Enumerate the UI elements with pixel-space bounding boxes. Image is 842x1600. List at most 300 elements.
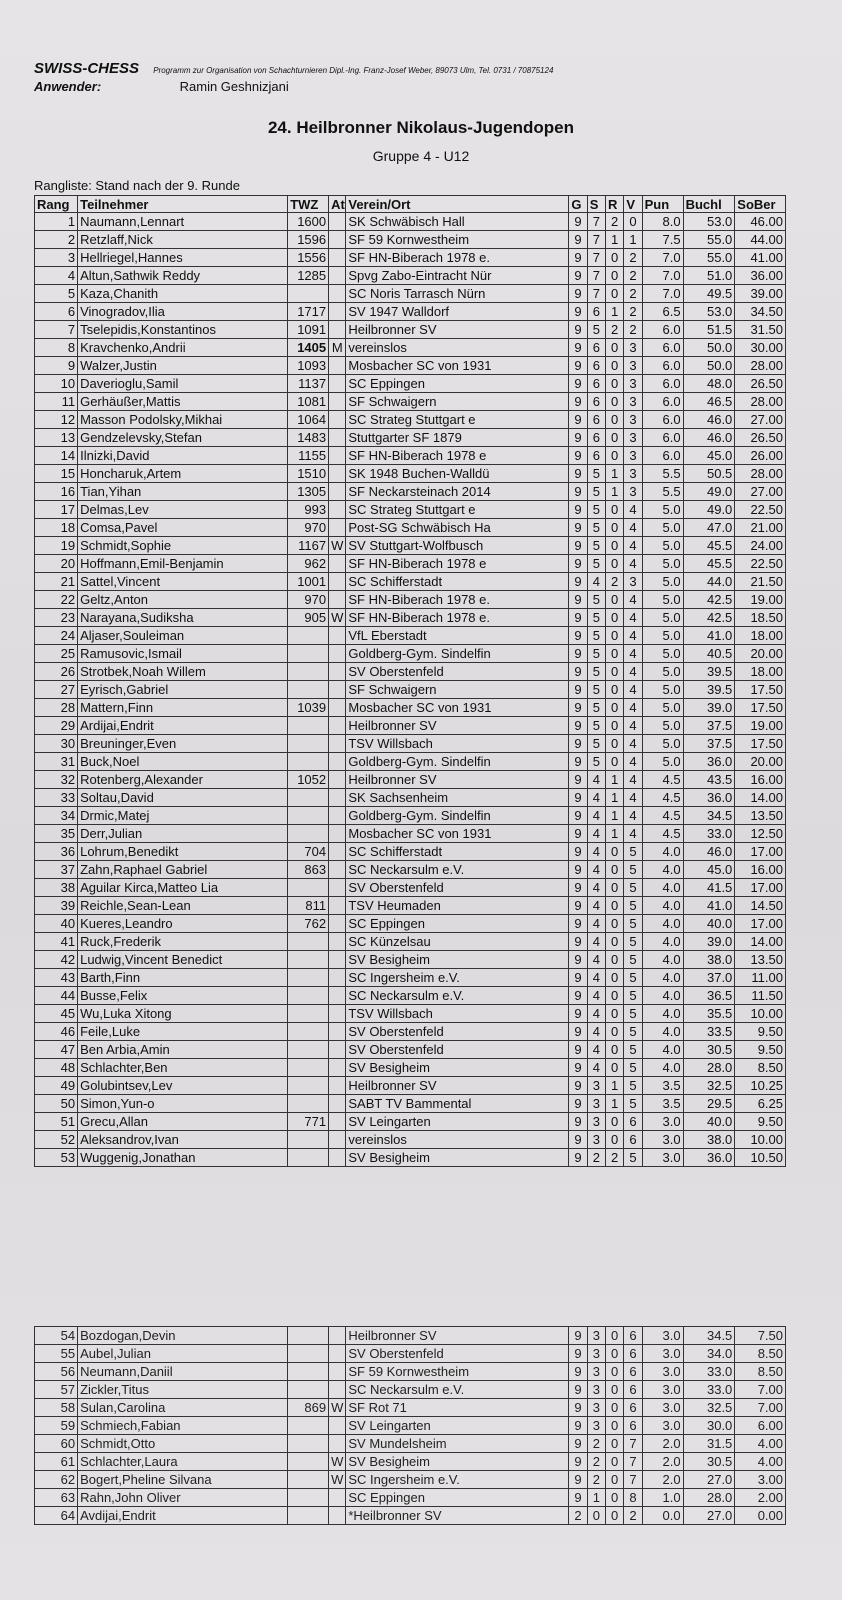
games-cell: 9 <box>569 1363 587 1381</box>
wins-cell: 4 <box>587 825 605 843</box>
player-cell: Ramusovic,Ismail <box>78 645 288 663</box>
sonneborn-cell: 27.00 <box>735 483 786 501</box>
twz-cell: 869 <box>288 1399 329 1417</box>
at-cell <box>329 231 346 249</box>
rank-cell: 43 <box>35 969 78 987</box>
wins-cell: 5 <box>587 555 605 573</box>
sonneborn-cell: 11.00 <box>735 969 786 987</box>
sonneborn-cell: 22.50 <box>735 501 786 519</box>
points-cell: 3.0 <box>642 1327 683 1345</box>
buchholz-cell: 36.0 <box>683 753 735 771</box>
losses-cell: 5 <box>624 861 642 879</box>
losses-cell: 5 <box>624 915 642 933</box>
table-row <box>35 951 786 969</box>
twz-cell: 762 <box>288 915 329 933</box>
rank-cell: 19 <box>35 537 78 555</box>
twz-cell: 1717 <box>288 303 329 321</box>
club-cell: SC Ingersheim e.V. <box>346 1471 569 1489</box>
games-cell: 9 <box>569 663 587 681</box>
points-cell: 5.0 <box>642 573 683 591</box>
losses-cell: 3 <box>624 411 642 429</box>
losses-cell: 4 <box>624 537 642 555</box>
sonneborn-cell: 0.00 <box>735 1507 786 1525</box>
wins-cell: 7 <box>587 267 605 285</box>
at-cell <box>329 951 346 969</box>
club-cell: SC Schifferstadt <box>346 843 569 861</box>
club-cell: SC Neckarsulm e.V. <box>346 861 569 879</box>
wins-cell: 7 <box>587 213 605 231</box>
games-cell: 9 <box>569 1399 587 1417</box>
draws-cell: 1 <box>606 465 624 483</box>
wins-cell: 4 <box>587 933 605 951</box>
games-cell: 9 <box>569 645 587 663</box>
sonneborn-cell: 8.50 <box>735 1345 786 1363</box>
losses-cell: 2 <box>624 303 642 321</box>
games-cell: 9 <box>569 987 587 1005</box>
games-cell: 9 <box>569 303 587 321</box>
column-header-vereinort: Verein/Ort <box>346 196 569 213</box>
user-line <box>34 79 834 94</box>
group-subtitle: Gruppe 4 - U12 <box>372 148 470 164</box>
games-cell: 9 <box>569 501 587 519</box>
at-cell <box>329 375 346 393</box>
player-cell: Zickler,Titus <box>78 1381 288 1399</box>
table-row <box>35 501 786 519</box>
at-cell: W <box>329 609 346 627</box>
rank-cell: 64 <box>35 1507 78 1525</box>
points-cell: 8.0 <box>642 213 683 231</box>
club-cell: SF HN-Biberach 1978 e <box>346 555 569 573</box>
games-cell: 9 <box>569 933 587 951</box>
table-row <box>35 1507 786 1525</box>
rank-cell: 13 <box>35 429 78 447</box>
points-cell: 5.0 <box>642 555 683 573</box>
losses-cell: 2 <box>624 267 642 285</box>
table-row <box>35 1131 786 1149</box>
games-cell: 9 <box>569 699 587 717</box>
buchholz-cell: 49.0 <box>683 483 735 501</box>
twz-cell <box>288 1005 329 1023</box>
games-cell: 9 <box>569 1345 587 1363</box>
club-cell: Goldberg-Gym. Sindelfin <box>346 645 569 663</box>
sonneborn-cell: 20.00 <box>735 645 786 663</box>
losses-cell: 3 <box>624 429 642 447</box>
club-cell: SC Strateg Stuttgart e <box>346 501 569 519</box>
draws-cell: 1 <box>606 303 624 321</box>
sonneborn-cell: 17.00 <box>735 915 786 933</box>
sonneborn-cell: 28.00 <box>735 357 786 375</box>
losses-cell: 5 <box>624 1077 642 1095</box>
buchholz-cell: 43.5 <box>683 771 735 789</box>
losses-cell: 3 <box>624 339 642 357</box>
wins-cell: 4 <box>587 771 605 789</box>
table-row <box>35 609 786 627</box>
player-cell: Sulan,Carolina <box>78 1399 288 1417</box>
points-cell: 3.0 <box>642 1131 683 1149</box>
wins-cell: 5 <box>587 609 605 627</box>
losses-cell: 6 <box>624 1381 642 1399</box>
rank-cell: 15 <box>35 465 78 483</box>
twz-cell: 1001 <box>288 573 329 591</box>
sonneborn-cell: 20.00 <box>735 753 786 771</box>
losses-cell: 4 <box>624 555 642 573</box>
table-row <box>35 1435 786 1453</box>
twz-cell <box>288 825 329 843</box>
sonneborn-cell: 46.00 <box>735 213 786 231</box>
losses-cell: 6 <box>624 1363 642 1381</box>
twz-cell <box>288 1023 329 1041</box>
club-cell: SV Besigheim <box>346 1059 569 1077</box>
buchholz-cell: 36.5 <box>683 987 735 1005</box>
rank-cell: 24 <box>35 627 78 645</box>
points-cell: 2.0 <box>642 1435 683 1453</box>
sonneborn-cell: 9.50 <box>735 1023 786 1041</box>
points-cell: 7.0 <box>642 285 683 303</box>
player-cell: Lohrum,Benedikt <box>78 843 288 861</box>
twz-cell: 704 <box>288 843 329 861</box>
twz-cell <box>288 1471 329 1489</box>
sonneborn-cell: 18.00 <box>735 663 786 681</box>
table-row <box>35 789 786 807</box>
losses-cell: 3 <box>624 447 642 465</box>
rank-cell: 17 <box>35 501 78 519</box>
draws-cell: 0 <box>606 357 624 375</box>
draws-cell: 0 <box>606 1059 624 1077</box>
draws-cell: 2 <box>606 1149 624 1167</box>
wins-cell: 5 <box>587 321 605 339</box>
at-cell <box>329 285 346 303</box>
at-cell <box>329 735 346 753</box>
buchholz-cell: 47.0 <box>683 519 735 537</box>
player-cell: Schmidt,Otto <box>78 1435 288 1453</box>
games-cell: 9 <box>569 879 587 897</box>
games-cell: 9 <box>569 681 587 699</box>
table-row <box>35 861 786 879</box>
points-cell: 4.5 <box>642 789 683 807</box>
games-cell: 9 <box>569 1005 587 1023</box>
draws-cell: 0 <box>606 1489 624 1507</box>
rank-cell: 49 <box>35 1077 78 1095</box>
losses-cell: 5 <box>624 1095 642 1113</box>
column-header-twz: TWZ <box>288 196 329 213</box>
at-cell <box>329 861 346 879</box>
buchholz-cell: 55.0 <box>683 231 735 249</box>
draws-cell: 0 <box>606 609 624 627</box>
draws-cell: 0 <box>606 1471 624 1489</box>
points-cell: 5.5 <box>642 465 683 483</box>
club-cell: SV Oberstenfeld <box>346 879 569 897</box>
table-header-row <box>35 196 786 213</box>
twz-cell <box>288 717 329 735</box>
player-cell: Walzer,Justin <box>78 357 288 375</box>
draws-cell: 0 <box>606 915 624 933</box>
wins-cell: 3 <box>587 1345 605 1363</box>
rank-cell: 28 <box>35 699 78 717</box>
points-cell: 5.0 <box>642 627 683 645</box>
rank-cell: 29 <box>35 717 78 735</box>
wins-cell: 5 <box>587 537 605 555</box>
buchholz-cell: 50.0 <box>683 339 735 357</box>
wins-cell: 2 <box>587 1435 605 1453</box>
player-cell: Reichle,Sean-Lean <box>78 897 288 915</box>
table-row <box>35 879 786 897</box>
buchholz-cell: 49.5 <box>683 285 735 303</box>
club-cell: SV 1947 Walldorf <box>346 303 569 321</box>
draws-cell: 2 <box>606 573 624 591</box>
draws-cell: 0 <box>606 735 624 753</box>
at-cell <box>329 447 346 465</box>
wins-cell: 4 <box>587 1059 605 1077</box>
points-cell: 5.0 <box>642 699 683 717</box>
games-cell: 9 <box>569 1327 587 1345</box>
twz-cell: 1510 <box>288 465 329 483</box>
wins-cell: 5 <box>587 699 605 717</box>
column-header-buchh: Buchl <box>683 196 735 213</box>
points-cell: 4.0 <box>642 915 683 933</box>
player-cell: Avdijai,Endrit <box>78 1507 288 1525</box>
sonneborn-cell: 8.50 <box>735 1363 786 1381</box>
twz-cell: 962 <box>288 555 329 573</box>
buchholz-cell: 53.0 <box>683 213 735 231</box>
twz-cell <box>288 1381 329 1399</box>
buchholz-cell: 34.0 <box>683 1345 735 1363</box>
rank-cell: 26 <box>35 663 78 681</box>
points-cell: 7.0 <box>642 249 683 267</box>
buchholz-cell: 39.0 <box>683 933 735 951</box>
player-cell: Eyrisch,Gabriel <box>78 681 288 699</box>
wins-cell: 5 <box>587 663 605 681</box>
sonneborn-cell: 26.50 <box>735 429 786 447</box>
player-cell: Delmas,Lev <box>78 501 288 519</box>
rank-cell: 57 <box>35 1381 78 1399</box>
rank-cell: 42 <box>35 951 78 969</box>
twz-cell <box>288 1059 329 1077</box>
sonneborn-cell: 21.50 <box>735 573 786 591</box>
table-row <box>35 267 786 285</box>
sonneborn-cell: 3.00 <box>735 1471 786 1489</box>
twz-cell: 1285 <box>288 267 329 285</box>
games-cell: 9 <box>569 789 587 807</box>
twz-cell: 1137 <box>288 375 329 393</box>
points-cell: 5.0 <box>642 753 683 771</box>
losses-cell: 4 <box>624 645 642 663</box>
games-cell: 9 <box>569 483 587 501</box>
losses-cell: 3 <box>624 573 642 591</box>
twz-cell: 1556 <box>288 249 329 267</box>
club-cell: SV Oberstenfeld <box>346 1041 569 1059</box>
games-cell: 9 <box>569 519 587 537</box>
twz-cell: 970 <box>288 591 329 609</box>
table-row <box>35 1149 786 1167</box>
wins-cell: 5 <box>587 519 605 537</box>
buchholz-cell: 32.5 <box>683 1399 735 1417</box>
games-cell: 9 <box>569 969 587 987</box>
points-cell: 6.0 <box>642 339 683 357</box>
buchholz-cell: 37.5 <box>683 717 735 735</box>
points-cell: 3.0 <box>642 1399 683 1417</box>
sonneborn-cell: 17.50 <box>735 699 786 717</box>
wins-cell: 4 <box>587 897 605 915</box>
buchholz-cell: 28.0 <box>683 1489 735 1507</box>
rank-cell: 62 <box>35 1471 78 1489</box>
games-cell: 9 <box>569 825 587 843</box>
wins-cell: 7 <box>587 285 605 303</box>
table-row <box>35 249 786 267</box>
games-cell: 9 <box>569 267 587 285</box>
sonneborn-cell: 30.00 <box>735 339 786 357</box>
club-cell: SV Mundelsheim <box>346 1435 569 1453</box>
sonneborn-cell: 16.00 <box>735 861 786 879</box>
draws-cell: 0 <box>606 1131 624 1149</box>
games-cell: 9 <box>569 285 587 303</box>
column-header-at: At <box>329 196 346 213</box>
player-cell: Ilnizki,David <box>78 447 288 465</box>
points-cell: 5.0 <box>642 537 683 555</box>
rank-cell: 37 <box>35 861 78 879</box>
buchholz-cell: 36.0 <box>683 1149 735 1167</box>
points-cell: 2.0 <box>642 1471 683 1489</box>
at-cell <box>329 771 346 789</box>
player-cell: Grecu,Allan <box>78 1113 288 1131</box>
games-cell: 9 <box>569 537 587 555</box>
twz-cell <box>288 807 329 825</box>
player-cell: Schlachter,Laura <box>78 1453 288 1471</box>
buchholz-cell: 51.0 <box>683 267 735 285</box>
wins-cell: 3 <box>587 1327 605 1345</box>
wins-cell: 2 <box>587 1471 605 1489</box>
draws-cell: 0 <box>606 339 624 357</box>
player-cell: Geltz,Anton <box>78 591 288 609</box>
games-cell: 9 <box>569 609 587 627</box>
wins-cell: 3 <box>587 1095 605 1113</box>
games-cell: 9 <box>569 213 587 231</box>
player-cell: Aljaser,Souleiman <box>78 627 288 645</box>
twz-cell: 1155 <box>288 447 329 465</box>
club-cell: SV Oberstenfeld <box>346 1345 569 1363</box>
club-cell: Mosbacher SC von 1931 <box>346 825 569 843</box>
sonneborn-cell: 19.00 <box>735 717 786 735</box>
draws-cell: 0 <box>606 429 624 447</box>
twz-cell <box>288 933 329 951</box>
buchholz-cell: 30.5 <box>683 1453 735 1471</box>
games-cell: 9 <box>569 861 587 879</box>
club-cell: SF HN-Biberach 1978 e. <box>346 609 569 627</box>
twz-cell <box>288 951 329 969</box>
draws-cell: 0 <box>606 1345 624 1363</box>
points-cell: 5.0 <box>642 609 683 627</box>
club-cell: Heilbronner SV <box>346 717 569 735</box>
losses-cell: 1 <box>624 231 642 249</box>
at-cell <box>329 1041 346 1059</box>
player-cell: Strotbek,Noah Willem <box>78 663 288 681</box>
column-header-teilnehmer: Teilnehmer <box>78 196 288 213</box>
club-cell: SV Besigheim <box>346 951 569 969</box>
losses-cell: 2 <box>624 1507 642 1525</box>
table-row <box>35 627 786 645</box>
player-cell: Wuggenig,Jonathan <box>78 1149 288 1167</box>
rank-cell: 21 <box>35 573 78 591</box>
sonneborn-cell: 4.00 <box>735 1435 786 1453</box>
player-cell: Buck,Noel <box>78 753 288 771</box>
buchholz-cell: 33.0 <box>683 1363 735 1381</box>
wins-cell: 6 <box>587 339 605 357</box>
sonneborn-cell: 17.00 <box>735 843 786 861</box>
losses-cell: 5 <box>624 987 642 1005</box>
at-cell <box>329 249 346 267</box>
games-cell: 9 <box>569 1149 587 1167</box>
club-cell: SC Noris Tarrasch Nürn <box>346 285 569 303</box>
sonneborn-cell: 17.50 <box>735 735 786 753</box>
rank-cell: 14 <box>35 447 78 465</box>
at-cell <box>329 429 346 447</box>
points-cell: 4.0 <box>642 1041 683 1059</box>
at-cell <box>329 591 346 609</box>
losses-cell: 3 <box>624 357 642 375</box>
player-cell: Breuninger,Even <box>78 735 288 753</box>
games-cell: 9 <box>569 339 587 357</box>
losses-cell: 6 <box>624 1113 642 1131</box>
losses-cell: 6 <box>624 1399 642 1417</box>
points-cell: 6.0 <box>642 411 683 429</box>
games-cell: 9 <box>569 411 587 429</box>
player-cell: Bozdogan,Devin <box>78 1327 288 1345</box>
rank-cell: 34 <box>35 807 78 825</box>
wins-cell: 5 <box>587 645 605 663</box>
at-cell <box>329 645 346 663</box>
rank-cell: 50 <box>35 1095 78 1113</box>
buchholz-cell: 27.0 <box>683 1471 735 1489</box>
table-row <box>35 1471 786 1489</box>
games-cell: 9 <box>569 1417 587 1435</box>
wins-cell: 3 <box>587 1363 605 1381</box>
table-row <box>35 1381 786 1399</box>
column-header-g: G <box>569 196 587 213</box>
wins-cell: 4 <box>587 879 605 897</box>
player-cell: Hellriegel,Hannes <box>78 249 288 267</box>
club-cell: SC Künzelsau <box>346 933 569 951</box>
sonneborn-cell: 21.00 <box>735 519 786 537</box>
sonneborn-cell: 28.00 <box>735 393 786 411</box>
club-cell: SK Sachsenheim <box>346 789 569 807</box>
twz-cell: 1305 <box>288 483 329 501</box>
games-cell: 9 <box>569 375 587 393</box>
wins-cell: 4 <box>587 1041 605 1059</box>
club-cell: SV Besigheim <box>346 1149 569 1167</box>
losses-cell: 4 <box>624 663 642 681</box>
buchholz-cell: 51.5 <box>683 321 735 339</box>
sonneborn-cell: 16.00 <box>735 771 786 789</box>
at-cell <box>329 1507 346 1525</box>
player-cell: Busse,Felix <box>78 987 288 1005</box>
player-cell: Kueres,Leandro <box>78 915 288 933</box>
losses-cell: 2 <box>624 321 642 339</box>
twz-cell: 993 <box>288 501 329 519</box>
points-cell: 5.0 <box>642 681 683 699</box>
rank-cell: 5 <box>35 285 78 303</box>
buchholz-cell: 53.0 <box>683 303 735 321</box>
sonneborn-cell: 6.00 <box>735 1417 786 1435</box>
twz-cell <box>288 1363 329 1381</box>
twz-cell: 1600 <box>288 213 329 231</box>
rank-cell: 30 <box>35 735 78 753</box>
rank-cell: 45 <box>35 1005 78 1023</box>
rank-cell: 10 <box>35 375 78 393</box>
player-cell: Retzlaff,Nick <box>78 231 288 249</box>
table-row <box>35 465 786 483</box>
rank-cell: 32 <box>35 771 78 789</box>
twz-cell <box>288 285 329 303</box>
table-row <box>35 519 786 537</box>
